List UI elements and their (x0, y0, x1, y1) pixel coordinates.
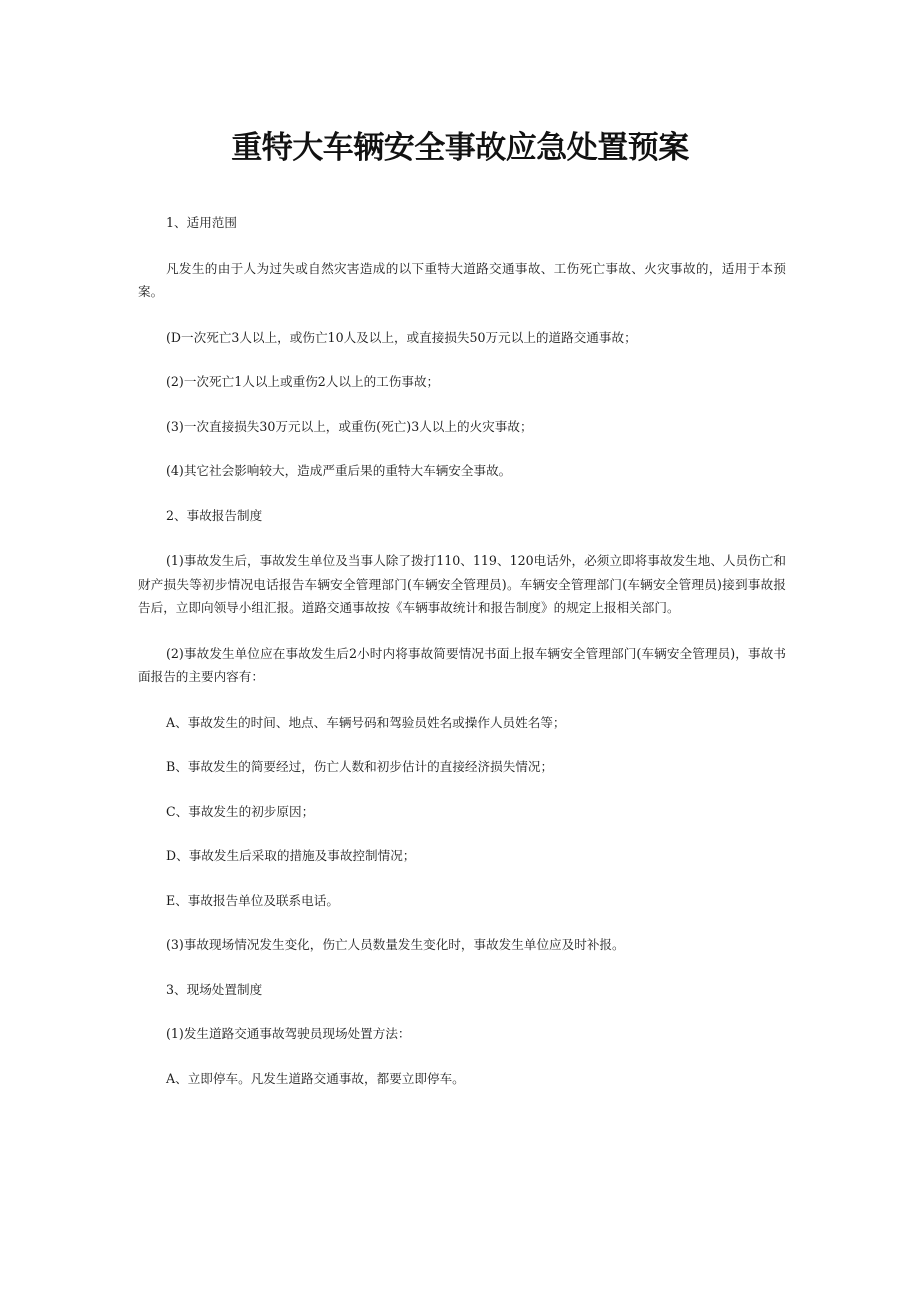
section-heading-scope: 1、适用范围 (166, 215, 237, 230)
document-body (138, 211, 786, 1111)
list-item-report-b: B、事故发生的简要经过，伤亡人数和初步估计的直接经济损失情况； (166, 759, 554, 774)
paragraph-report-written: (2)事故发生单位应在事故发生后2小时内将事故简要情况书面上报车辆安全管理部门(车辆安全管理员)，事故书面报告的主要内容有： (138, 645, 786, 684)
paragraph-report-phone: (1)事故发生后，事故发生单位及当事人除了拨打110、119、120电话外，必须立即将事故发生地、人员伤亡和财产损失等初步情况电话报告车辆安全管理部门(车辆安全管理员)。车辆安全管理部门(车辆安全管理员)接到事故报告后，立即向领导小组汇报。道路交通事故按《车辆事故统计和报告制度》的规定上报相关部门。 (138, 553, 786, 615)
list-item-report-c: C、事故发生的初步原因； (166, 803, 315, 819)
list-item-fire-accident: (3)一次直接损失30万元以上，或重伤(死亡)3人以上的火灾事故； (166, 418, 533, 434)
list-item-report-d: D、事故发生后采取的措施及事故控制情况； (166, 848, 416, 863)
paragraph-scope-description: 凡发生的由于人为过失或自然灾害造成的以下重特大道路交通事故、工伤死亡事故、火灾事故的，适用于本预案。 (138, 260, 786, 299)
paragraph-onsite-method: (1)发生道路交通事故驾驶员现场处置方法： (166, 1026, 411, 1041)
list-item-work-injury: (2)一次死亡1人以上或重伤2人以上的工伤事故； (166, 374, 440, 389)
list-item-traffic-accident: (D一次死亡3人以上，或伤亡10人及以上，或直接损失50万元以上的道路交通事故； (166, 329, 637, 345)
list-item-report-a: A、事故发生的时间、地点、车辆号码和驾验员姓名或操作人员姓名等； (166, 714, 566, 730)
list-item-report-e: E、事故报告单位及联系电话。 (166, 892, 339, 908)
list-item-onsite-a: A、立即停车。凡发生道路交通事故，都要立即停车。 (166, 1070, 465, 1086)
section-heading-report-system: 2、事故报告制度 (166, 507, 263, 523)
section-heading-onsite: 3、现场处置制度 (166, 981, 263, 997)
paragraph-report-supplement: (3)事故现场情况发生变化，伤亡人员数量发生变化时，事故发生单位应及时补报。 (166, 937, 625, 952)
document-title: 重特大车辆安全事故应急处置预案 (231, 130, 689, 166)
list-item-other-accident: (4)其它社会影响较大，造成严重后果的重特大车辆安全事故。 (166, 463, 512, 478)
